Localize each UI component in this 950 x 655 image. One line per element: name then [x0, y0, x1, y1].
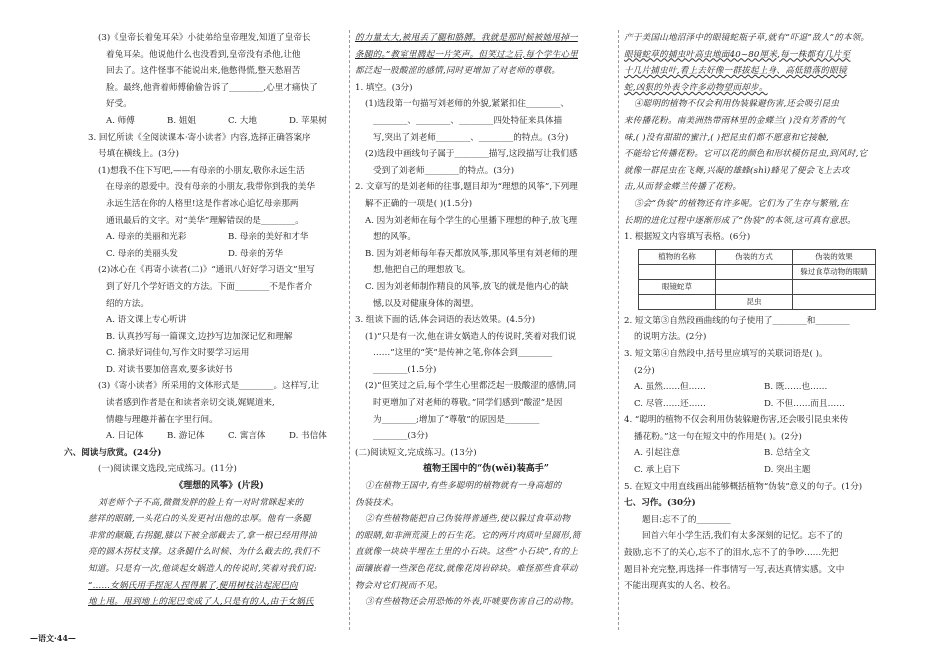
passage-line: 直就像一块块半埋在土里的小石块。这些“小石块”,有的上: [355, 547, 579, 558]
passage-line: 伪装技术。: [355, 497, 399, 508]
option[interactable]: C. 寓言体: [228, 431, 266, 442]
column-left: [64, 30, 350, 611]
column-right: [624, 30, 894, 595]
options-row: [624, 462, 894, 479]
question-line: 4. “聪明的植物不仅会利用伪装躲避伤害,还会吸引昆虫来传: [624, 415, 849, 426]
options-row: [624, 396, 894, 413]
passage-line: 产于美国山地沼泽中的眼镜蛇瓶子草,就有“吓退”敌人”的本领。: [624, 33, 870, 43]
passage-line: ①在植物王国中,有些多聪明的植物就有一身高超的: [365, 481, 562, 492]
table-header: 植物的名称: [639, 249, 716, 264]
option[interactable]: C. 大地: [228, 115, 257, 126]
question-line: 1. 根据短文内容填写表格。(6分): [624, 232, 751, 243]
passage-line: 就像一群昆虫在飞舞,兴凝的雄蜂(shì)蜂见了便会飞上去攻: [624, 165, 850, 176]
passage-line: 都泛起一股酸涩的感情,同时更增加了对老师的尊敬。: [355, 66, 561, 77]
question-line: ________(3分): [373, 431, 429, 442]
question-line: (3)《寄小读者》所采用的文体形式是________。这样写,让: [98, 381, 320, 392]
option-continued: 想,他把自己的理想放飞。: [373, 265, 471, 276]
options-row: [624, 379, 894, 396]
wavy-underlined-line: 十几片捕虫叶,看上去好像一群拔起上身、高低错落的眼镜: [624, 66, 847, 77]
passage-line: 来传播花粉。南美洲热带雨林里的金蝶兰( )没有芳香的气: [624, 115, 846, 126]
question-line: 3. 短文第④自然段中,括号里应填写的关联词语是( )。: [624, 348, 828, 359]
column-divider: [618, 30, 619, 630]
options-row: [88, 113, 350, 130]
question-line: 为________;增加了“尊敬”的原因是________: [373, 414, 540, 425]
option[interactable]: A. 虽然……但……: [634, 382, 706, 393]
underlined-passage-line: “……女娲氏用手捏泥人捏得累了,便用树枝沾起泥巴向: [88, 580, 298, 591]
passage-line: 面镶嵌着一些深色花纹,就像花岗岩碎块。难怪那些食草动: [355, 564, 578, 574]
subsection-heading: (一)阅读课文选段,完成练习。(11分): [98, 464, 237, 475]
table-cell-blank[interactable]: [716, 264, 793, 279]
essay-prompt: 鼓励,忘不了的关心,忘不了的泪水,忘不了的争吵……先把: [624, 548, 839, 559]
text-line: 回去了。这件怪事不能说出来,他憋得慌,整天愁眉苦: [106, 66, 301, 77]
essay-prompt: 不能出现真实的人名、校名。: [624, 581, 736, 592]
question-line: 播花粉。”这一句在短文中的作用是( )。(2分): [634, 431, 802, 442]
subsection-heading: (二)阅读短文,完成练习。(13分): [355, 447, 477, 458]
table-header: 伪装的方式: [716, 249, 793, 264]
option[interactable]: C. 尽管……还……: [634, 398, 706, 409]
table-header: 伪装的效果: [793, 249, 876, 264]
options-row: [88, 229, 350, 246]
question-line: 解不正确的一项是( )(1.5分): [365, 198, 473, 209]
question-line: 情趣与理趣并蓄在字里行间。: [106, 414, 218, 425]
table-cell-blank[interactable]: [716, 279, 793, 294]
passage-line: ③有些植物还会用恐怖的外表,吓唬要伤害自己的动物。: [365, 597, 579, 608]
answer-table: [638, 249, 876, 310]
passage-line: 不能给它传播花粉。它可以花的颜色和形状模仿昆虫,到风时,它: [624, 149, 868, 160]
underlined-passage-line: 地上甩。甩到地上的泥巴变成了人,只是有的人,由于女娲氏: [88, 597, 314, 608]
passage-title: 植物王国中的“伪(wěi)装高手”: [423, 464, 549, 475]
option[interactable]: D. 不但……而且……: [764, 398, 845, 409]
option[interactable]: A. 母亲的美丽和光彩: [106, 232, 187, 243]
text-line: 着兔耳朵。他说他什么也没看到,皇帝没有杀他,让他: [106, 49, 301, 60]
question-line: 到了好几个学好语文的方法。下面________不是作者介: [106, 281, 313, 292]
question-line: 号填在横线上。(3分): [98, 149, 179, 160]
passage-line: 的眼睛,如非洲荒漠上的石生花。它的两片肉质叶呈圆形,简: [355, 530, 581, 541]
question-line: 永远生活在你的人格里!这是作者冰心追忆母亲那两: [106, 198, 299, 209]
option[interactable]: B. 认真抄写每一篇课文,边抄写边加深记忆和理解: [106, 331, 293, 342]
question-line: 1. 填空。(3分): [355, 82, 413, 93]
option[interactable]: B. 既……也……: [764, 382, 828, 393]
question-line: 通讯最后的文字。对“美华”理解错误的是________。: [106, 215, 304, 226]
page-number: —语文·44—: [30, 633, 76, 643]
option[interactable]: C. 承上启下: [634, 465, 681, 476]
option-continued: 想的风筝。: [373, 232, 416, 243]
text-line: 好受。: [106, 99, 132, 110]
option[interactable]: D. 书信体: [289, 431, 327, 442]
question-line: 2. 文章写的是刘老师的往事,题目却为“理想的风筝”,下列理: [355, 182, 578, 193]
option[interactable]: B. 因为刘老师每年春天都放风筝,那风筝里有刘老师的理: [365, 248, 578, 259]
underlined-passage-line: 条腿的。”教室里腾起一片笑声。但笑过之后,每个学生心里: [355, 49, 579, 60]
question-line: 在母亲的恩爱中。没有母亲的小朋友,我带你到我的美华: [106, 182, 315, 193]
passage-line: 刘老师个子不高,微微发胖的脸上有一对时常眯起来的: [98, 497, 304, 508]
question-line: (2)选段中画线句子属于________描写,这段描写让我们感: [365, 149, 578, 160]
options-row: [88, 246, 350, 263]
text-line: 脸。最终,他背着师傅偷偷告诉了________,心里才痛快了: [106, 82, 318, 93]
option[interactable]: B. 游记体: [167, 431, 205, 442]
question-line: (1)选段第一句描写刘老师的外貌,紧紧扣住________、: [365, 99, 569, 110]
option[interactable]: A. 师傅: [106, 115, 135, 126]
question-line: 绍的方法。: [106, 298, 149, 309]
question-line: 3. 组读下面的话,体会词语的表达效果。(4.5分): [355, 315, 536, 326]
question-line: (1)“只是有一次,他在讲女娲造人的传说时,笑着对我们说: [365, 331, 577, 342]
question-line: 读者感到作者是在和读者亲切交谈,娓娓道来,: [106, 398, 275, 409]
option[interactable]: B. 总结全文: [764, 448, 811, 459]
essay-prompt: 回首六年小学生活,我们有太多深刻的记忆。忘不了的: [642, 531, 843, 542]
passage-line: 长期的进化过程中逐渐形成了“伪装”的本领,这可真有意思。: [624, 215, 856, 226]
option[interactable]: C. 母亲的美丽头发: [106, 248, 178, 259]
passage-line: ②有些植物能把自己伪装得普通些,使以躲过食草动物: [365, 514, 571, 525]
table-cell-blank[interactable]: [639, 264, 716, 279]
option[interactable]: C. 摘录好词佳句,写作文时要学习运用: [106, 348, 250, 359]
passage-line: 击,从而替金蝶兰传播了花粉。: [624, 182, 742, 193]
table-cell-blank[interactable]: [793, 279, 876, 294]
passage-line: 物会对它们视而不见。: [355, 580, 443, 591]
question-line: 受到了刘老师________的特点。(3分): [373, 165, 515, 176]
option[interactable]: A. 日记体: [106, 431, 144, 442]
table-cell-blank[interactable]: [793, 294, 876, 309]
question-line: (2)冰心在《再寄小读者(二)》“通讯八好好学习语文”里写: [98, 265, 315, 276]
option[interactable]: A. 引起注意: [634, 448, 681, 459]
table-cell: 昆虫: [716, 294, 793, 309]
option[interactable]: D. 苹果树: [289, 115, 327, 126]
column-middle: [355, 30, 617, 611]
question-line: (2分): [634, 365, 655, 376]
question-line: 3. 回忆所读《全阅读课本·寄小读者》内容,选择正确答案序: [88, 132, 311, 143]
question-line: (2)“但笑过之后,每个学生心里都泛起一股酸涩的感情,同: [365, 381, 577, 392]
table-cell-blank[interactable]: [639, 294, 716, 309]
option[interactable]: B. 姐姐: [167, 115, 196, 126]
text-line: (3)《皇帝长着兔耳朵》小徒弟给皇帝理发,知道了皇帝长: [98, 33, 311, 43]
table-cell: 躲过食草动物的眼睛: [793, 264, 876, 279]
wavy-underlined-line: 眼镜蛇草的捕虫叶高虫地面40~80厘米,每一株都有几片至: [624, 49, 851, 60]
essay-prompt: 题目:忘不了的________: [642, 514, 731, 525]
passage-line: 味,( )没有甜甜的蜜汁,( )把昆虫们都不愿意和它接触,: [624, 132, 829, 143]
question-line: 写,突出了刘老师________、________的特点。(3分): [373, 132, 569, 143]
passage-line: 非常的颠簸,右拐腿,膝以下被全部截去了,拿一根已经用得油: [88, 530, 317, 541]
wavy-underlined-line: 蛇,凶狠的外表令许多动物望而却步。: [624, 82, 768, 93]
option[interactable]: A. 语文课上专心听讲: [106, 315, 187, 326]
passage-line: 知道。只是有一次,他谈起女娲造人的传说时,笑着对我们说:: [88, 564, 317, 574]
column-divider: [349, 30, 350, 630]
question-line: ________、________、________四处特征来具体描: [373, 115, 563, 126]
options-row: [88, 428, 350, 445]
passage-line: ④聪明的植物不仅会利用伪装躲避伤害,还会吸引昆虫: [634, 99, 840, 110]
question-line: 5. 在短文中用直线画出能够概括植物“伪装”意义的句子。(1分): [624, 481, 863, 492]
question-line: ……”这里的“笑”是传神之笔,你体会到________: [373, 348, 553, 359]
underlined-passage-line: 的力量太大,被甩丢了腿和胳膊。我就是那时候被她甩掉一: [355, 33, 578, 43]
question-line: 的说明方法。(2分): [634, 332, 707, 343]
passage-line: ⑤会“伪装”的植物还有许多呢。它们为了生存与繁殖,在: [634, 198, 849, 209]
question-line: 2. 短文第③自然段画曲线的句子使用了________和________: [624, 315, 850, 326]
option[interactable]: D. 对读书要加倍喜欢,要多读好书: [106, 364, 233, 375]
question-line: (1)想我不住下写吧,——有母亲的小朋友,敬你永远生活: [98, 165, 305, 176]
passage-line: 慈祥的眼睛,一头花白的头发更衬出他的忠厚。他有一条腿: [88, 514, 311, 525]
question-line: ________(1.5分): [373, 364, 437, 375]
option[interactable]: D. 突出主题: [764, 465, 811, 476]
option[interactable]: B. 母亲的美好和才华: [228, 232, 309, 243]
section-heading: 六、阅读与欣赏。(24分): [64, 447, 162, 458]
option[interactable]: C. 因为刘老师制作精良的风筝,放飞的就是他内心的缺: [365, 281, 569, 292]
question-line: 时更增加了对老师的尊敬。”同学们感到“酸涩”是因: [373, 398, 563, 409]
option[interactable]: D. 母亲的芳华: [228, 248, 284, 259]
section-heading: 七、习作。(30分): [624, 498, 696, 509]
essay-prompt: 题目补充完整,再选择一件事情写一写,表达真情实感。文中: [624, 564, 845, 575]
option[interactable]: A. 因为刘老师在每个学生的心里播下理想的种子,放飞理: [365, 215, 578, 226]
option-continued: 憾,以及对健康身体的渴望。: [373, 298, 479, 309]
table-cell: 眼镜蛇草: [639, 279, 716, 294]
passage-title: 《理想的风筝》(片段): [174, 481, 264, 492]
options-row: [624, 445, 894, 462]
passage-line: 亮的圆木拐杖支撑。这条腿什么时候、为什么截去的,我们不: [88, 547, 320, 558]
